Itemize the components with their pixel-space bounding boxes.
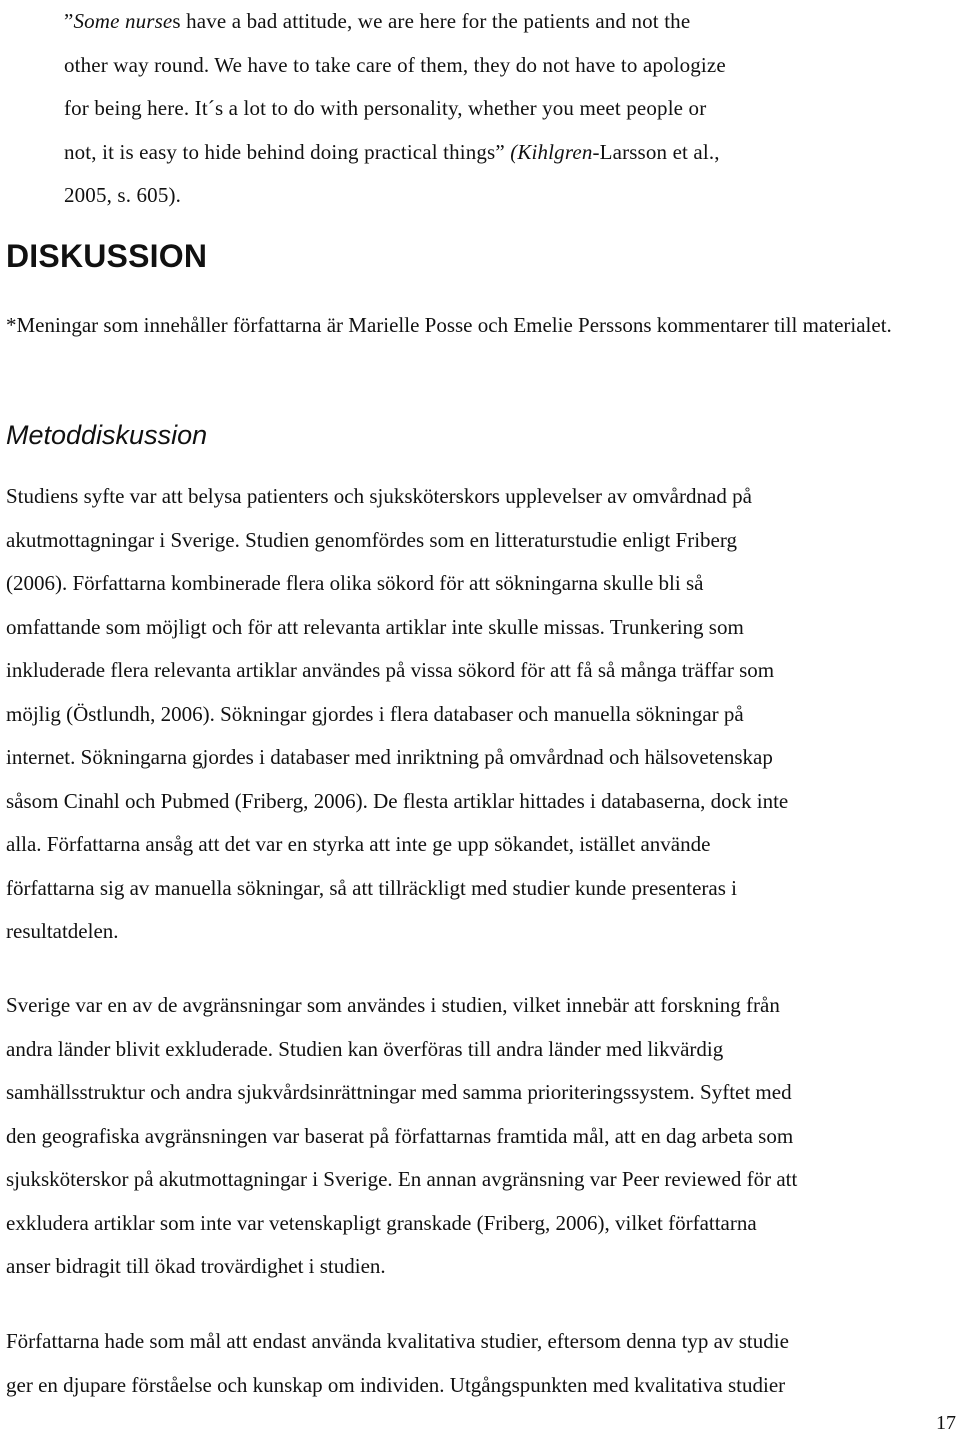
paragraph-line: författarna sig av manuella sökningar, så att tillräckligt med studier kunde presenteras i bbox=[6, 875, 738, 900]
paragraph-line: ger en djupare förståelse och kunskap om individen. Utgångspunkten med kvalitativa studier bbox=[6, 1372, 786, 1397]
paragraph-2 bbox=[6, 984, 956, 1289]
paragraph-line: Studiens syfte var att belysa patienters och sjuksköterskors upplevelser av omvårdnad på bbox=[6, 484, 752, 508]
quote-line-5: 2005, s. 605). bbox=[64, 183, 182, 207]
section-heading: DISKUSSION bbox=[6, 238, 208, 274]
author-note: *Meningar som innehåller författarna är Marielle Posse och Emelie Perssons kommentarer till materialet. bbox=[6, 313, 892, 337]
quote-line-2: other way round. We have to take care of them, they do not have to apologize bbox=[64, 52, 726, 77]
paragraph-line: internet. Sökningarna gjordes i databaser med inriktning på omvårdnad och hälsovetenskap bbox=[6, 745, 773, 769]
paragraph-line: möjlig (Östlundh, 2006). Sökningar gjordes i flera databaser och manuella sökningar på bbox=[6, 701, 744, 726]
paragraph-line: anser bidragit till ökad trovärdighet i studien. bbox=[6, 1254, 386, 1278]
block-quote bbox=[64, 0, 944, 218]
quote-line-4: not, it is easy to hide behind doing practical things” (Kihlgren-Larsson et al., bbox=[64, 139, 720, 164]
paragraph-line: exkludera artiklar som inte var vetenskapligt granskade (Friberg, 2006), vilket författarna bbox=[6, 1210, 757, 1235]
page-number: 17 bbox=[936, 1412, 956, 1434]
paragraph-line: resultatdelen. bbox=[6, 919, 119, 943]
paragraph-1 bbox=[6, 475, 956, 954]
paragraph-line: omfattande som möjligt och för att relevanta artiklar inte skulle missas. Trunkering som bbox=[6, 614, 744, 639]
paragraph-line: Författarna hade som mål att endast använda kvalitativa studier, eftersom denna typ av studie bbox=[6, 1329, 789, 1353]
paragraph-line: Sverige var en av de avgränsningar som användes i studien, vilket innebär att forskning från bbox=[6, 993, 780, 1017]
paragraph-line: akutmottagningar i Sverige. Studien genomfördes som en litteraturstudie enligt Friberg bbox=[6, 527, 737, 552]
paragraph-3 bbox=[6, 1320, 956, 1407]
paragraph-line: alla. Författarna ansåg att det var en styrka att inte ge upp sökandet, istället använde bbox=[6, 832, 711, 856]
paragraph-line: andra länder blivit exkluderade. Studien kan överföras till andra länder med likvärdig bbox=[6, 1036, 724, 1061]
subsection-heading: Metoddiskussion bbox=[6, 420, 208, 450]
quote-line-1: ”Some nurses have a bad attitude, we are here for the patients and not the bbox=[64, 9, 691, 33]
quote-line-3: for being here. It´s a lot to do with personality, whether you meet people or bbox=[64, 96, 707, 120]
paragraph-line: såsom Cinahl och Pubmed (Friberg, 2006). De flesta artiklar hittades i databaserna, dock inte bbox=[6, 788, 789, 813]
paragraph-line: sjuksköterskor på akutmottagningar i Sverige. En annan avgränsning var Peer reviewed för att bbox=[6, 1167, 798, 1191]
paragraph-line: (2006). Författarna kombinerade flera olika sökord för att sökningarna skulle bli så bbox=[6, 571, 704, 595]
paragraph-line: samhällsstruktur och andra sjukvårdsinrättningar med samma prioriteringssystem. Syftet med bbox=[6, 1080, 792, 1104]
paragraph-line: den geografiska avgränsningen var baserat på författarnas framtida mål, att en dag arbeta som bbox=[6, 1123, 794, 1148]
paragraph-line: inkluderade flera relevanta artiklar användes på vissa sökord för att få så många träffar som bbox=[6, 658, 775, 682]
